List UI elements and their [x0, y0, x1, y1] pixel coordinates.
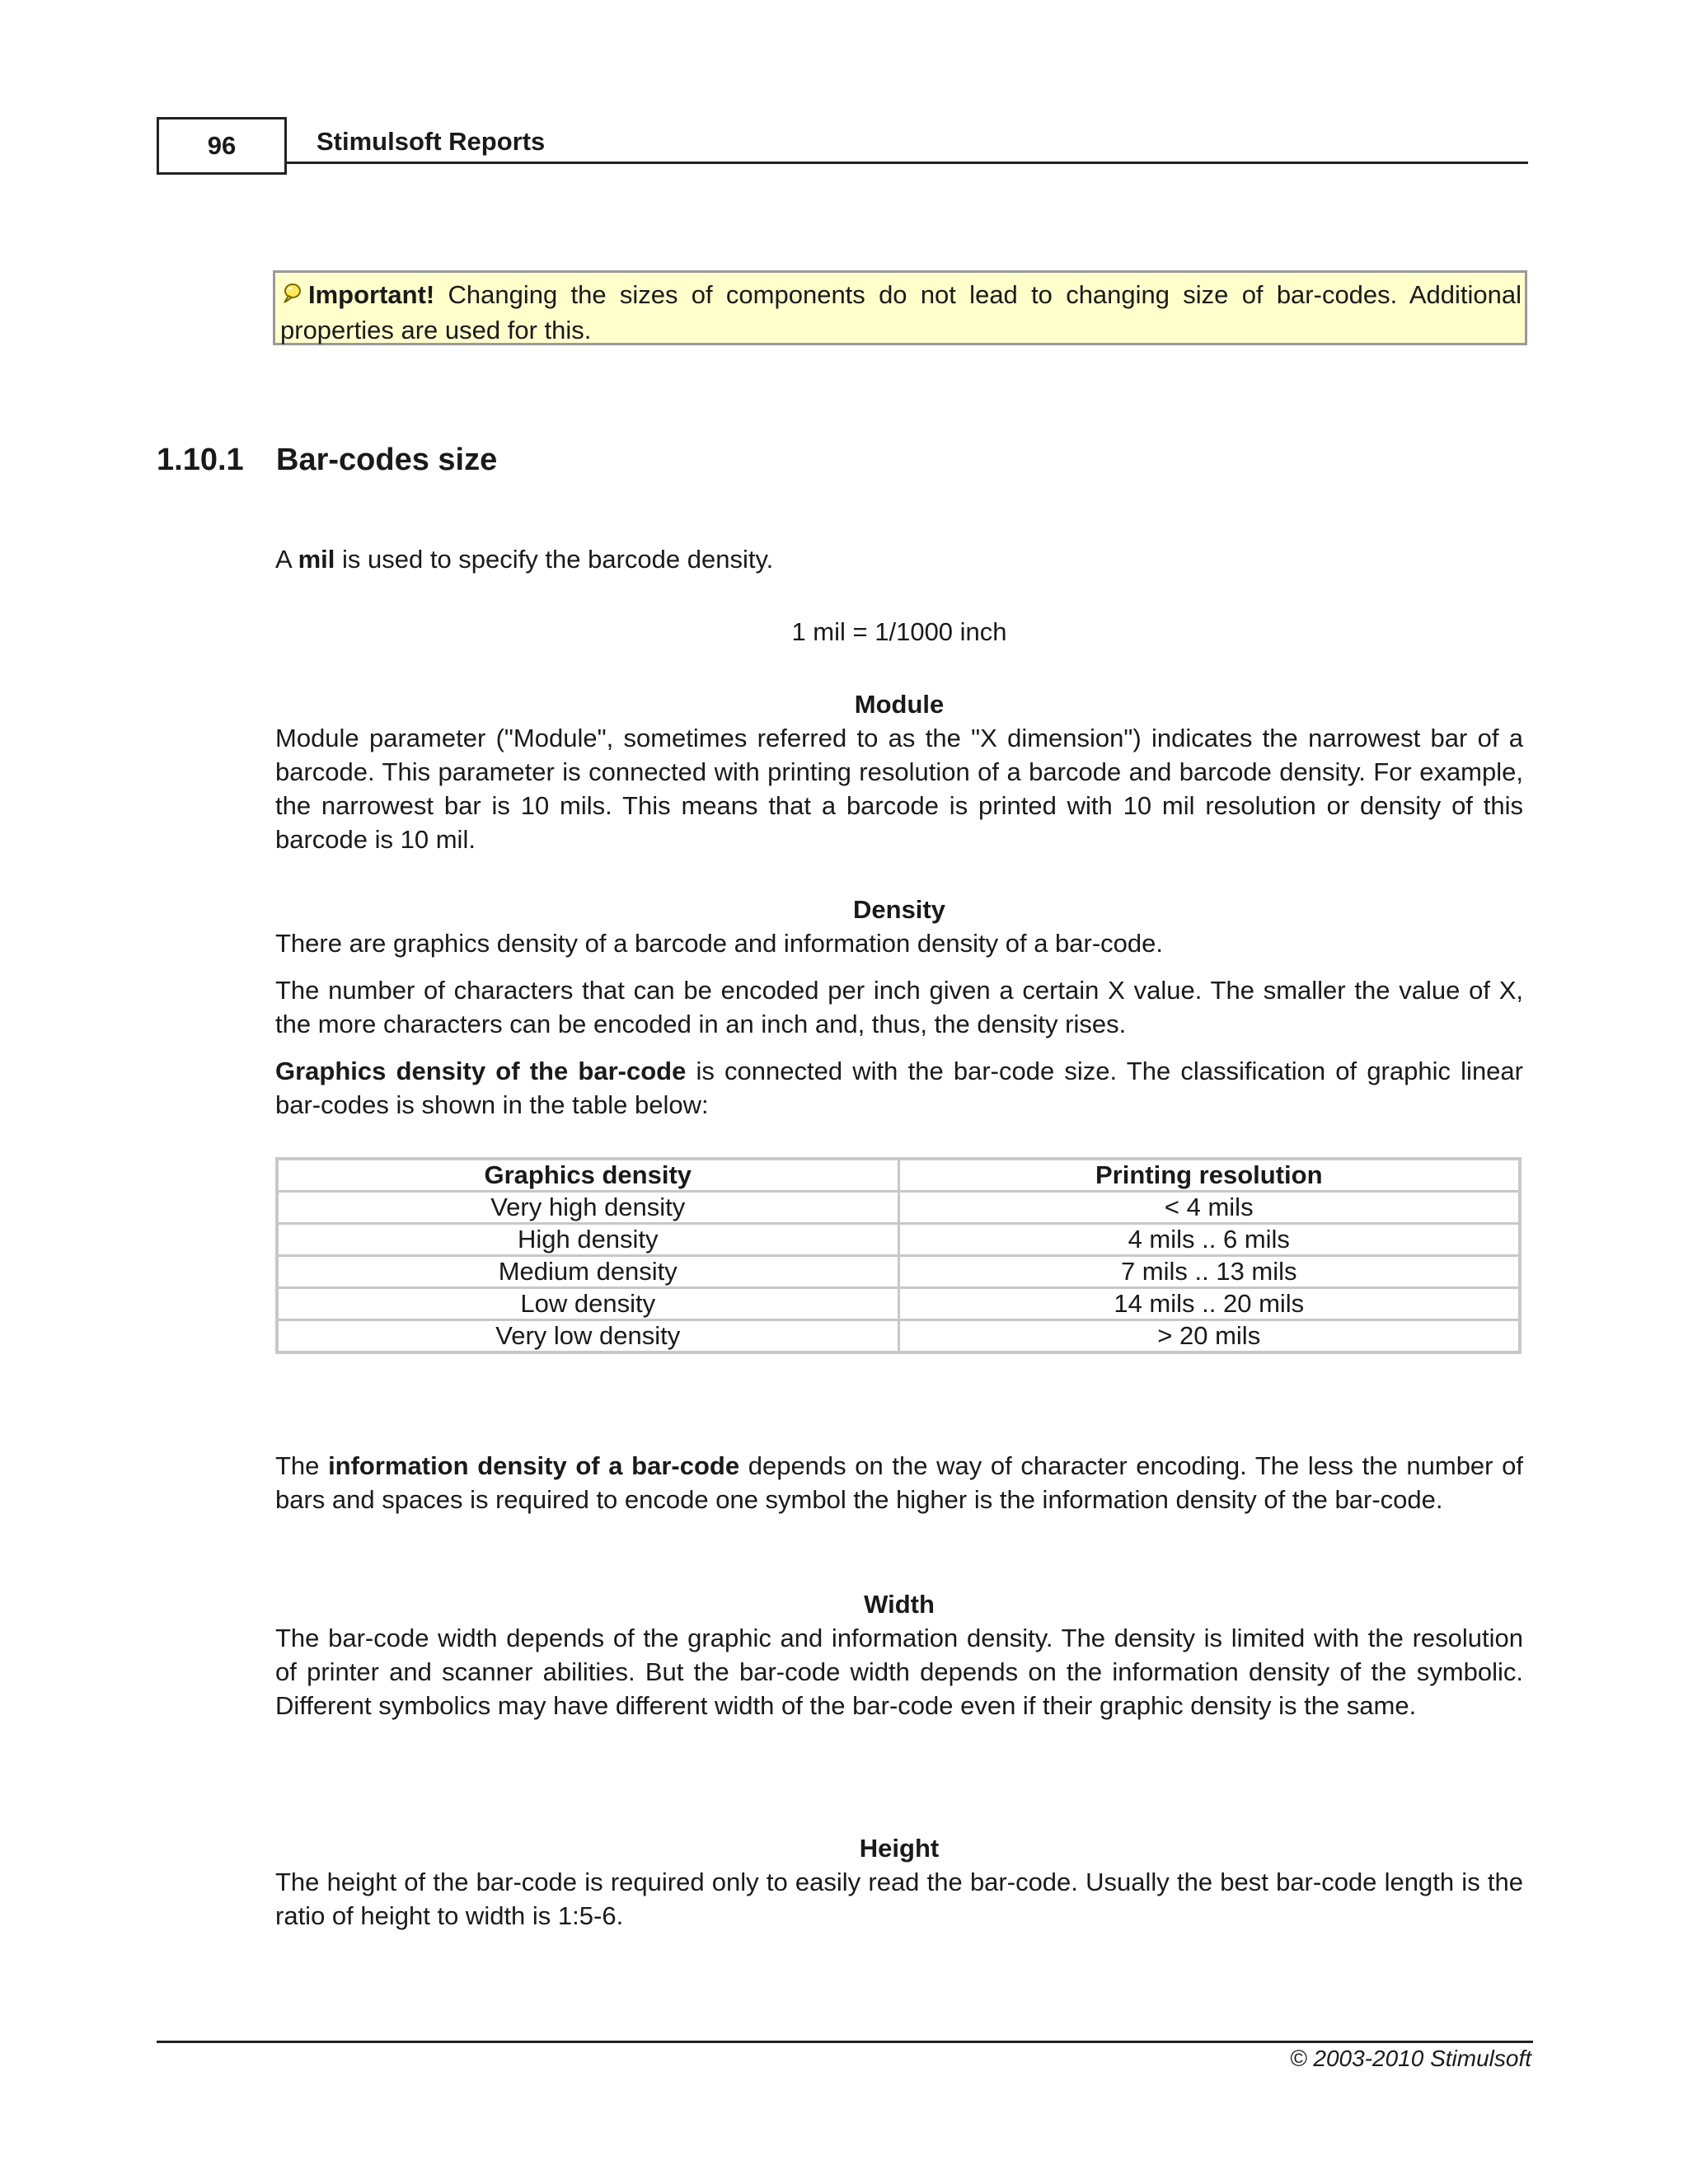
density-table [275, 1157, 1522, 1354]
table-cell: 4 mils .. 6 mils [898, 1224, 1520, 1256]
intro-paragraph [275, 542, 1523, 576]
width-heading: Width [864, 1590, 935, 1619]
section-number: 1.10.1 [157, 443, 244, 477]
density-rest: is connected with the bar-code size. The classification of graphic linear bar-codes is shown in the table below: [275, 1057, 1523, 1119]
intro-bold: mil [298, 545, 335, 574]
table-cell: Medium density [277, 1256, 898, 1288]
section-heading [157, 443, 497, 478]
info-suffix: depends on the way of character encoding. The less the number of bars and spaces is required to encode one symbol the higher is the information density of the bar-code. [275, 1451, 1523, 1514]
note-text: Changing the sizes of components do not lead to changing size of bar-codes. Additional properties are used for this. [280, 280, 1522, 344]
density-paragraph-3 [275, 1054, 1523, 1122]
table-cell: Very high density [277, 1192, 898, 1224]
intro-prefix: A [275, 545, 298, 574]
density-paragraph-1: There are graphics density of a barcode and information density of a bar-code. [275, 929, 1164, 958]
table-cell: 14 mils .. 20 mils [898, 1288, 1520, 1320]
table-cell: High density [277, 1224, 898, 1256]
table-row [277, 1256, 1520, 1288]
important-note [273, 270, 1527, 345]
header-divider [287, 162, 1528, 164]
footer-divider [157, 2041, 1533, 2043]
table-cell: > 20 mils [898, 1320, 1520, 1353]
footer-copyright: © 2003-2010 Stimulsoft [1289, 2046, 1531, 2071]
info-bold: information density of a bar-code [328, 1451, 740, 1480]
table-cell: < 4 mils [898, 1192, 1520, 1224]
table-cell: Very low density [277, 1320, 898, 1353]
height-heading: Height [859, 1834, 940, 1863]
mil-formula: 1 mil = 1/1000 inch [791, 617, 1007, 646]
table-header-row [277, 1159, 1520, 1192]
density-heading: Density [853, 895, 945, 924]
intro-suffix: is used to specify the barcode density. [335, 545, 774, 574]
table-row [277, 1288, 1520, 1320]
density-bold: Graphics density of the bar-code [275, 1057, 687, 1085]
density-paragraph-2: The number of characters that can be encoded per inch given a certain X value. The smaller the value of X, the more characters can be encoded in an inch and, thus, the density rises. [275, 976, 1523, 1038]
lightbulb-icon [280, 279, 303, 313]
table-row [277, 1320, 1520, 1353]
width-paragraph: The bar-code width depends of the graphic and information density. The density is limited with the resolution of printer and scanner abilities. But the bar-code width depends on the information density of the symbolic. Different symbolics may have different width of the bar-code even if their graphic density is the same. [275, 1624, 1523, 1720]
table-cell: 7 mils .. 13 mils [898, 1256, 1520, 1288]
module-paragraph: Module parameter ("Module", sometimes referred to as the "X dimension") indicates the narrowest bar of a barcode. This parameter is connected with printing resolution of a barcode and barcode density. For example, the narrowest bar is 10 mils. This means that a barcode is printed with 10 mil resolution or density of this barcode is 10 mil. [275, 724, 1523, 854]
info-density-paragraph [275, 1449, 1523, 1516]
section-title: Bar-codes size [276, 443, 498, 477]
note-label: Important! [308, 280, 435, 309]
table-row [277, 1224, 1520, 1256]
module-heading: Module [854, 690, 945, 719]
table-header-cell: Printing resolution [898, 1159, 1520, 1192]
document-title: Stimulsoft Reports [316, 127, 546, 156]
table-cell: Low density [277, 1288, 898, 1320]
page-number: 96 [157, 117, 287, 175]
table-row [277, 1192, 1520, 1224]
info-prefix: The [275, 1451, 329, 1480]
height-paragraph: The height of the bar-code is required only to easily read the bar-code. Usually the best bar-code length is the ratio of height to width is 1:5-6. [275, 1868, 1523, 1930]
table-header-cell: Graphics density [277, 1159, 898, 1192]
